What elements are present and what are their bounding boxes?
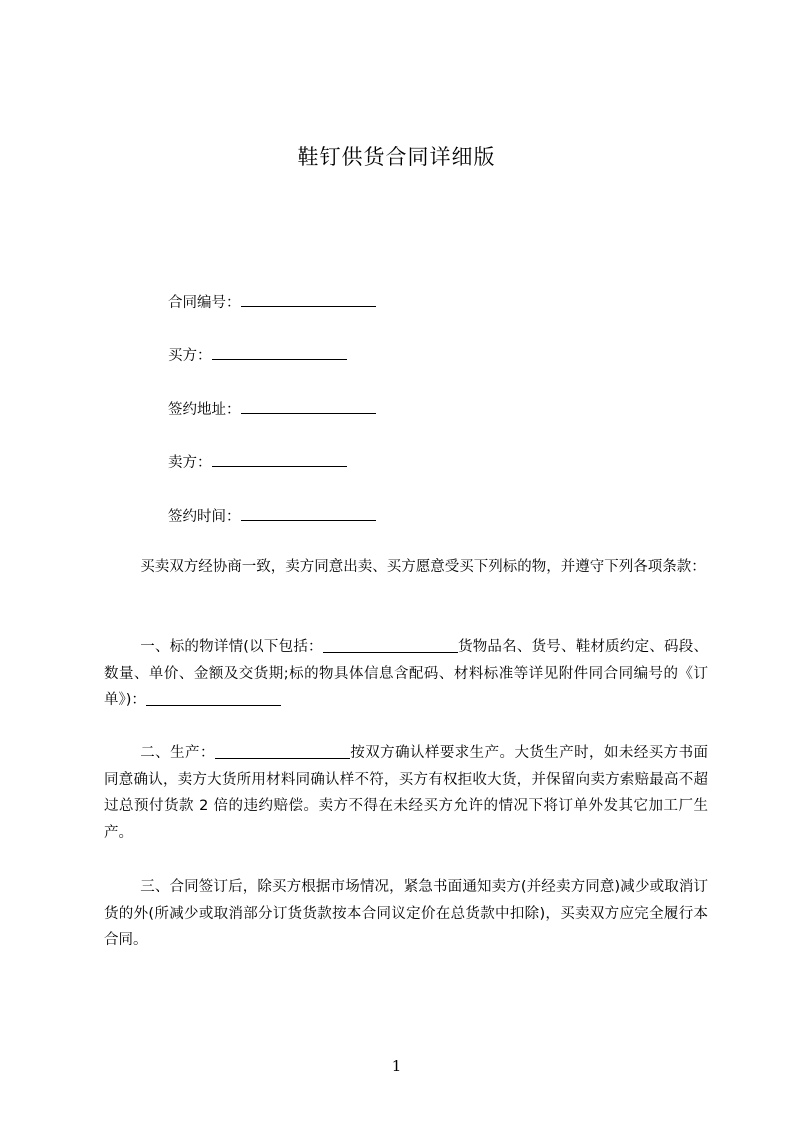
clause-1-text-b: 货物品名、货号、鞋材质约定、码段、数量、单价、金额及交货期;标的物具体信息含配码、材料标准等详见附件同合同编号的《订单》)： [104,639,709,708]
clause-2-paragraph [104,740,708,846]
signing-time-label: 签约时间： [168,509,241,525]
buyer-blank [212,343,347,360]
contract-number-label: 合同编号： [168,295,241,311]
clause-1-paragraph [104,634,708,714]
page-number: 1 [391,1057,402,1075]
intro-paragraph: 买卖双方经协商一致，卖方同意出卖、买方愿意受买下列标的物，并遵守下列各项条款： [140,559,706,575]
seller-label: 卖方： [168,455,212,471]
clause-2-text-a: 二、生产： [140,745,215,761]
signing-time-field [168,504,376,527]
clause-1-text-a: 一、标的物详情(以下包括： [140,639,323,655]
signing-address-field [168,397,376,420]
document-title: 鞋钉供货合同详细版 [297,145,496,169]
clause-1-blank-a [323,636,458,653]
clause-1-blank-b [146,689,281,706]
signing-address-label: 签约地址： [168,402,241,418]
signing-time-blank [241,504,376,521]
signing-address-blank [241,397,376,414]
seller-blank [212,450,347,467]
seller-field [168,450,347,473]
clause-3-paragraph: 三、合同签订后，除买方根据市场情况，紧急书面通知卖方(并经卖方同意)减少或取消订货的外(所减少或取消部分订货货款按本合同议定价在总货款中扣除)，买卖双方应完全履行本合同。 [104,879,708,948]
clause-2-text-b: 按双方确认样要求生产。大货生产时，如未经买方书面同意确认，卖方大货所用材料同确认样不符，买方有权拒收大货，并保留向卖方索赔最高不超过总预付货款 2 倍的违约赔偿。卖方不得在未经买方允许的情况下将订单外发其它加工厂生产。 [104,745,709,841]
buyer-label: 买方： [168,348,212,364]
contract-number-blank [241,290,376,307]
clause-2-blank [215,742,350,759]
contract-number-field [168,290,376,313]
buyer-field [168,343,347,366]
